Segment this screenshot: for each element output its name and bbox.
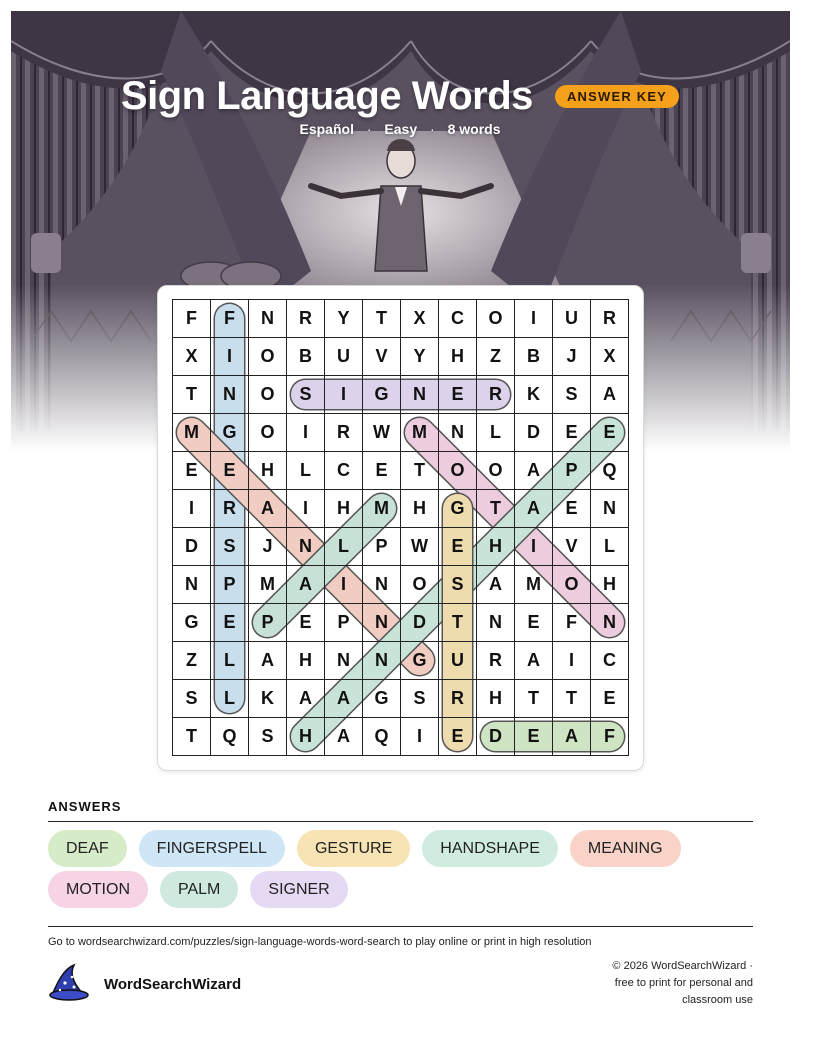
grid-cell: A xyxy=(287,680,325,718)
grid-cell: S xyxy=(553,376,591,414)
answer-chip: SIGNER xyxy=(250,871,347,908)
grid-cell: Z xyxy=(173,642,211,680)
grid-cell: Q xyxy=(211,718,249,756)
copyright-notice xyxy=(553,958,753,1009)
grid-cell: W xyxy=(401,528,439,566)
grid-cell: R xyxy=(325,414,363,452)
grid-cell: D xyxy=(515,414,553,452)
meta-separator: · xyxy=(430,121,435,137)
grid-cell: B xyxy=(287,338,325,376)
grid-cell: U xyxy=(439,642,477,680)
grid-cell: E xyxy=(515,604,553,642)
grid-cell: A xyxy=(515,452,553,490)
copyright-line: © 2026 WordSearchWizard · xyxy=(612,960,753,972)
grid-cell: Y xyxy=(325,300,363,338)
grid-cell: N xyxy=(363,566,401,604)
grid-cell: J xyxy=(249,528,287,566)
grid-cell: O xyxy=(249,376,287,414)
grid-cell: T xyxy=(553,680,591,718)
grid-cell: O xyxy=(477,452,515,490)
title-row xyxy=(0,71,800,121)
grid-cell: R xyxy=(591,300,629,338)
grid-cell: D xyxy=(173,528,211,566)
grid-cell: A xyxy=(325,680,363,718)
grid-cell: I xyxy=(401,718,439,756)
grid-cell: U xyxy=(325,338,363,376)
grid-cell: S xyxy=(287,376,325,414)
grid-cell: H xyxy=(477,528,515,566)
grid-cell: A xyxy=(287,566,325,604)
grid-cell: X xyxy=(401,300,439,338)
grid-cell: G xyxy=(173,604,211,642)
grid-cell: A xyxy=(249,490,287,528)
grid-cell: L xyxy=(591,528,629,566)
grid-cell: E xyxy=(211,452,249,490)
grid-cell: M xyxy=(363,490,401,528)
grid-cell: T xyxy=(401,452,439,490)
grid-cell: V xyxy=(553,528,591,566)
grid-cell: X xyxy=(173,338,211,376)
goto-link-text[interactable]: Go to wordsearchwizard.com/puzzles/sign-language-words-word-search to play online or print in high resolution xyxy=(48,936,592,948)
grid-cell: E xyxy=(439,718,477,756)
grid-cell: G xyxy=(363,680,401,718)
grid-cell: E xyxy=(211,604,249,642)
grid-cell: C xyxy=(325,452,363,490)
answer-chip: DEAF xyxy=(48,830,127,867)
answer-chip: FINGERSPELL xyxy=(139,830,285,867)
grid-cell: N xyxy=(211,376,249,414)
grid-cell: M xyxy=(173,414,211,452)
grid-cell: E xyxy=(591,680,629,718)
grid-cell: Q xyxy=(363,718,401,756)
grid-cell: I xyxy=(325,566,363,604)
grid-cell: O xyxy=(249,338,287,376)
grid-cell: D xyxy=(477,718,515,756)
grid-cell: T xyxy=(363,300,401,338)
grid-cell: R xyxy=(287,300,325,338)
grid-cell: A xyxy=(515,642,553,680)
grid-cell: S xyxy=(439,566,477,604)
grid-cell: O xyxy=(249,414,287,452)
word-count-label: 8 words xyxy=(447,121,501,137)
divider xyxy=(48,821,753,822)
grid-cell: O xyxy=(439,452,477,490)
wizard-hat-icon xyxy=(48,963,90,1006)
grid-cell: R xyxy=(211,490,249,528)
grid-cell: L xyxy=(211,680,249,718)
grid-cell: A xyxy=(591,376,629,414)
grid-cell: T xyxy=(173,376,211,414)
grid-cell: P xyxy=(363,528,401,566)
grid-cell: N xyxy=(173,566,211,604)
grid-cell: L xyxy=(287,452,325,490)
grid-cell: E xyxy=(591,414,629,452)
grid-cell: E xyxy=(363,452,401,490)
word-search-grid xyxy=(172,299,629,756)
grid-cell: B xyxy=(515,338,553,376)
grid-cell: O xyxy=(553,566,591,604)
brand-name: WordSearchWizard xyxy=(104,976,242,993)
grid-cell: I xyxy=(173,490,211,528)
grid-cell: S xyxy=(211,528,249,566)
grid-cell: F xyxy=(173,300,211,338)
language-label: Español xyxy=(299,121,354,137)
grid-cell: F xyxy=(591,718,629,756)
grid-cell: H xyxy=(287,642,325,680)
grid-cell: I xyxy=(211,338,249,376)
grid-cell: V xyxy=(363,338,401,376)
grid-cell: H xyxy=(401,490,439,528)
grid-cell: F xyxy=(211,300,249,338)
grid-cell: R xyxy=(477,376,515,414)
grid-cell: Q xyxy=(591,452,629,490)
grid-cell: M xyxy=(401,414,439,452)
copyright-line: classroom use xyxy=(682,994,753,1006)
grid-cell: L xyxy=(211,642,249,680)
grid-cell: N xyxy=(287,528,325,566)
copyright-line: free to print for personal and xyxy=(614,977,753,989)
grid-cell: H xyxy=(439,338,477,376)
answer-key-badge: ANSWER KEY xyxy=(555,85,679,108)
grid-cell: N xyxy=(477,604,515,642)
grid-cell: P xyxy=(211,566,249,604)
grid-cell: C xyxy=(439,300,477,338)
divider xyxy=(48,926,753,927)
grid-cell: A xyxy=(249,642,287,680)
grid-cell: P xyxy=(249,604,287,642)
grid-cell: G xyxy=(211,414,249,452)
grid-cell: H xyxy=(477,680,515,718)
grid-cell: E xyxy=(515,718,553,756)
grid-cell: A xyxy=(325,718,363,756)
answers-heading: ANSWERS xyxy=(48,799,122,814)
grid-cell: T xyxy=(439,604,477,642)
answer-chip: MOTION xyxy=(48,871,148,908)
grid-cell: M xyxy=(249,566,287,604)
grid-cell: G xyxy=(439,490,477,528)
grid-cell: R xyxy=(477,642,515,680)
grid-cell: F xyxy=(553,604,591,642)
grid-cell: H xyxy=(249,452,287,490)
grid-cell: T xyxy=(477,490,515,528)
grid-cell: G xyxy=(401,642,439,680)
grid-cell: I xyxy=(515,300,553,338)
answer-chip: GESTURE xyxy=(297,830,410,867)
grid-cell: T xyxy=(173,718,211,756)
grid-cell: K xyxy=(515,376,553,414)
grid-cell: S xyxy=(249,718,287,756)
grid-cell: A xyxy=(477,566,515,604)
grid-cell: N xyxy=(325,642,363,680)
grid-cell: I xyxy=(287,490,325,528)
grid-cell: N xyxy=(591,490,629,528)
answer-chip: PALM xyxy=(160,871,238,908)
grid-cell: N xyxy=(249,300,287,338)
grid-cell: I xyxy=(515,528,553,566)
grid-cell: L xyxy=(477,414,515,452)
grid-cell: E xyxy=(173,452,211,490)
grid-cell: I xyxy=(553,642,591,680)
grid-cell: N xyxy=(439,414,477,452)
grid-cell: A xyxy=(515,490,553,528)
grid-cell: H xyxy=(287,718,325,756)
letter-grid xyxy=(172,299,629,756)
grid-cell: R xyxy=(439,680,477,718)
grid-cell: H xyxy=(325,490,363,528)
grid-cell: E xyxy=(439,528,477,566)
grid-cell: T xyxy=(515,680,553,718)
grid-cell: H xyxy=(591,566,629,604)
grid-cell: L xyxy=(325,528,363,566)
grid-cell: I xyxy=(287,414,325,452)
grid-cell: N xyxy=(591,604,629,642)
grid-cell: J xyxy=(553,338,591,376)
grid-cell: I xyxy=(325,376,363,414)
grid-cell: Z xyxy=(477,338,515,376)
answer-list xyxy=(48,830,753,908)
grid-cell: C xyxy=(591,642,629,680)
grid-cell: W xyxy=(363,414,401,452)
grid-cell: E xyxy=(553,490,591,528)
puzzle-meta xyxy=(0,121,800,137)
grid-cell: S xyxy=(401,680,439,718)
difficulty-label: Easy xyxy=(384,121,418,137)
answer-chip: MEANING xyxy=(570,830,681,867)
grid-cell: N xyxy=(401,376,439,414)
grid-cell: D xyxy=(401,604,439,642)
grid-cell: M xyxy=(515,566,553,604)
grid-cell: Y xyxy=(401,338,439,376)
grid-cell: P xyxy=(325,604,363,642)
grid-cell: O xyxy=(477,300,515,338)
grid-cell: E xyxy=(439,376,477,414)
grid-cell: E xyxy=(553,414,591,452)
grid-cell: S xyxy=(173,680,211,718)
grid-cell: X xyxy=(591,338,629,376)
grid-cell: G xyxy=(363,376,401,414)
meta-separator: · xyxy=(366,121,372,137)
grid-cell: K xyxy=(249,680,287,718)
answer-chip: HANDSHAPE xyxy=(422,830,558,867)
grid-cell: P xyxy=(553,452,591,490)
grid-cell: E xyxy=(287,604,325,642)
grid-cell: N xyxy=(363,642,401,680)
grid-cell: U xyxy=(553,300,591,338)
brand[interactable] xyxy=(48,963,241,1006)
page-title: Sign Language Words xyxy=(120,73,533,118)
grid-cell: A xyxy=(553,718,591,756)
grid-cell: O xyxy=(401,566,439,604)
grid-cell: N xyxy=(363,604,401,642)
